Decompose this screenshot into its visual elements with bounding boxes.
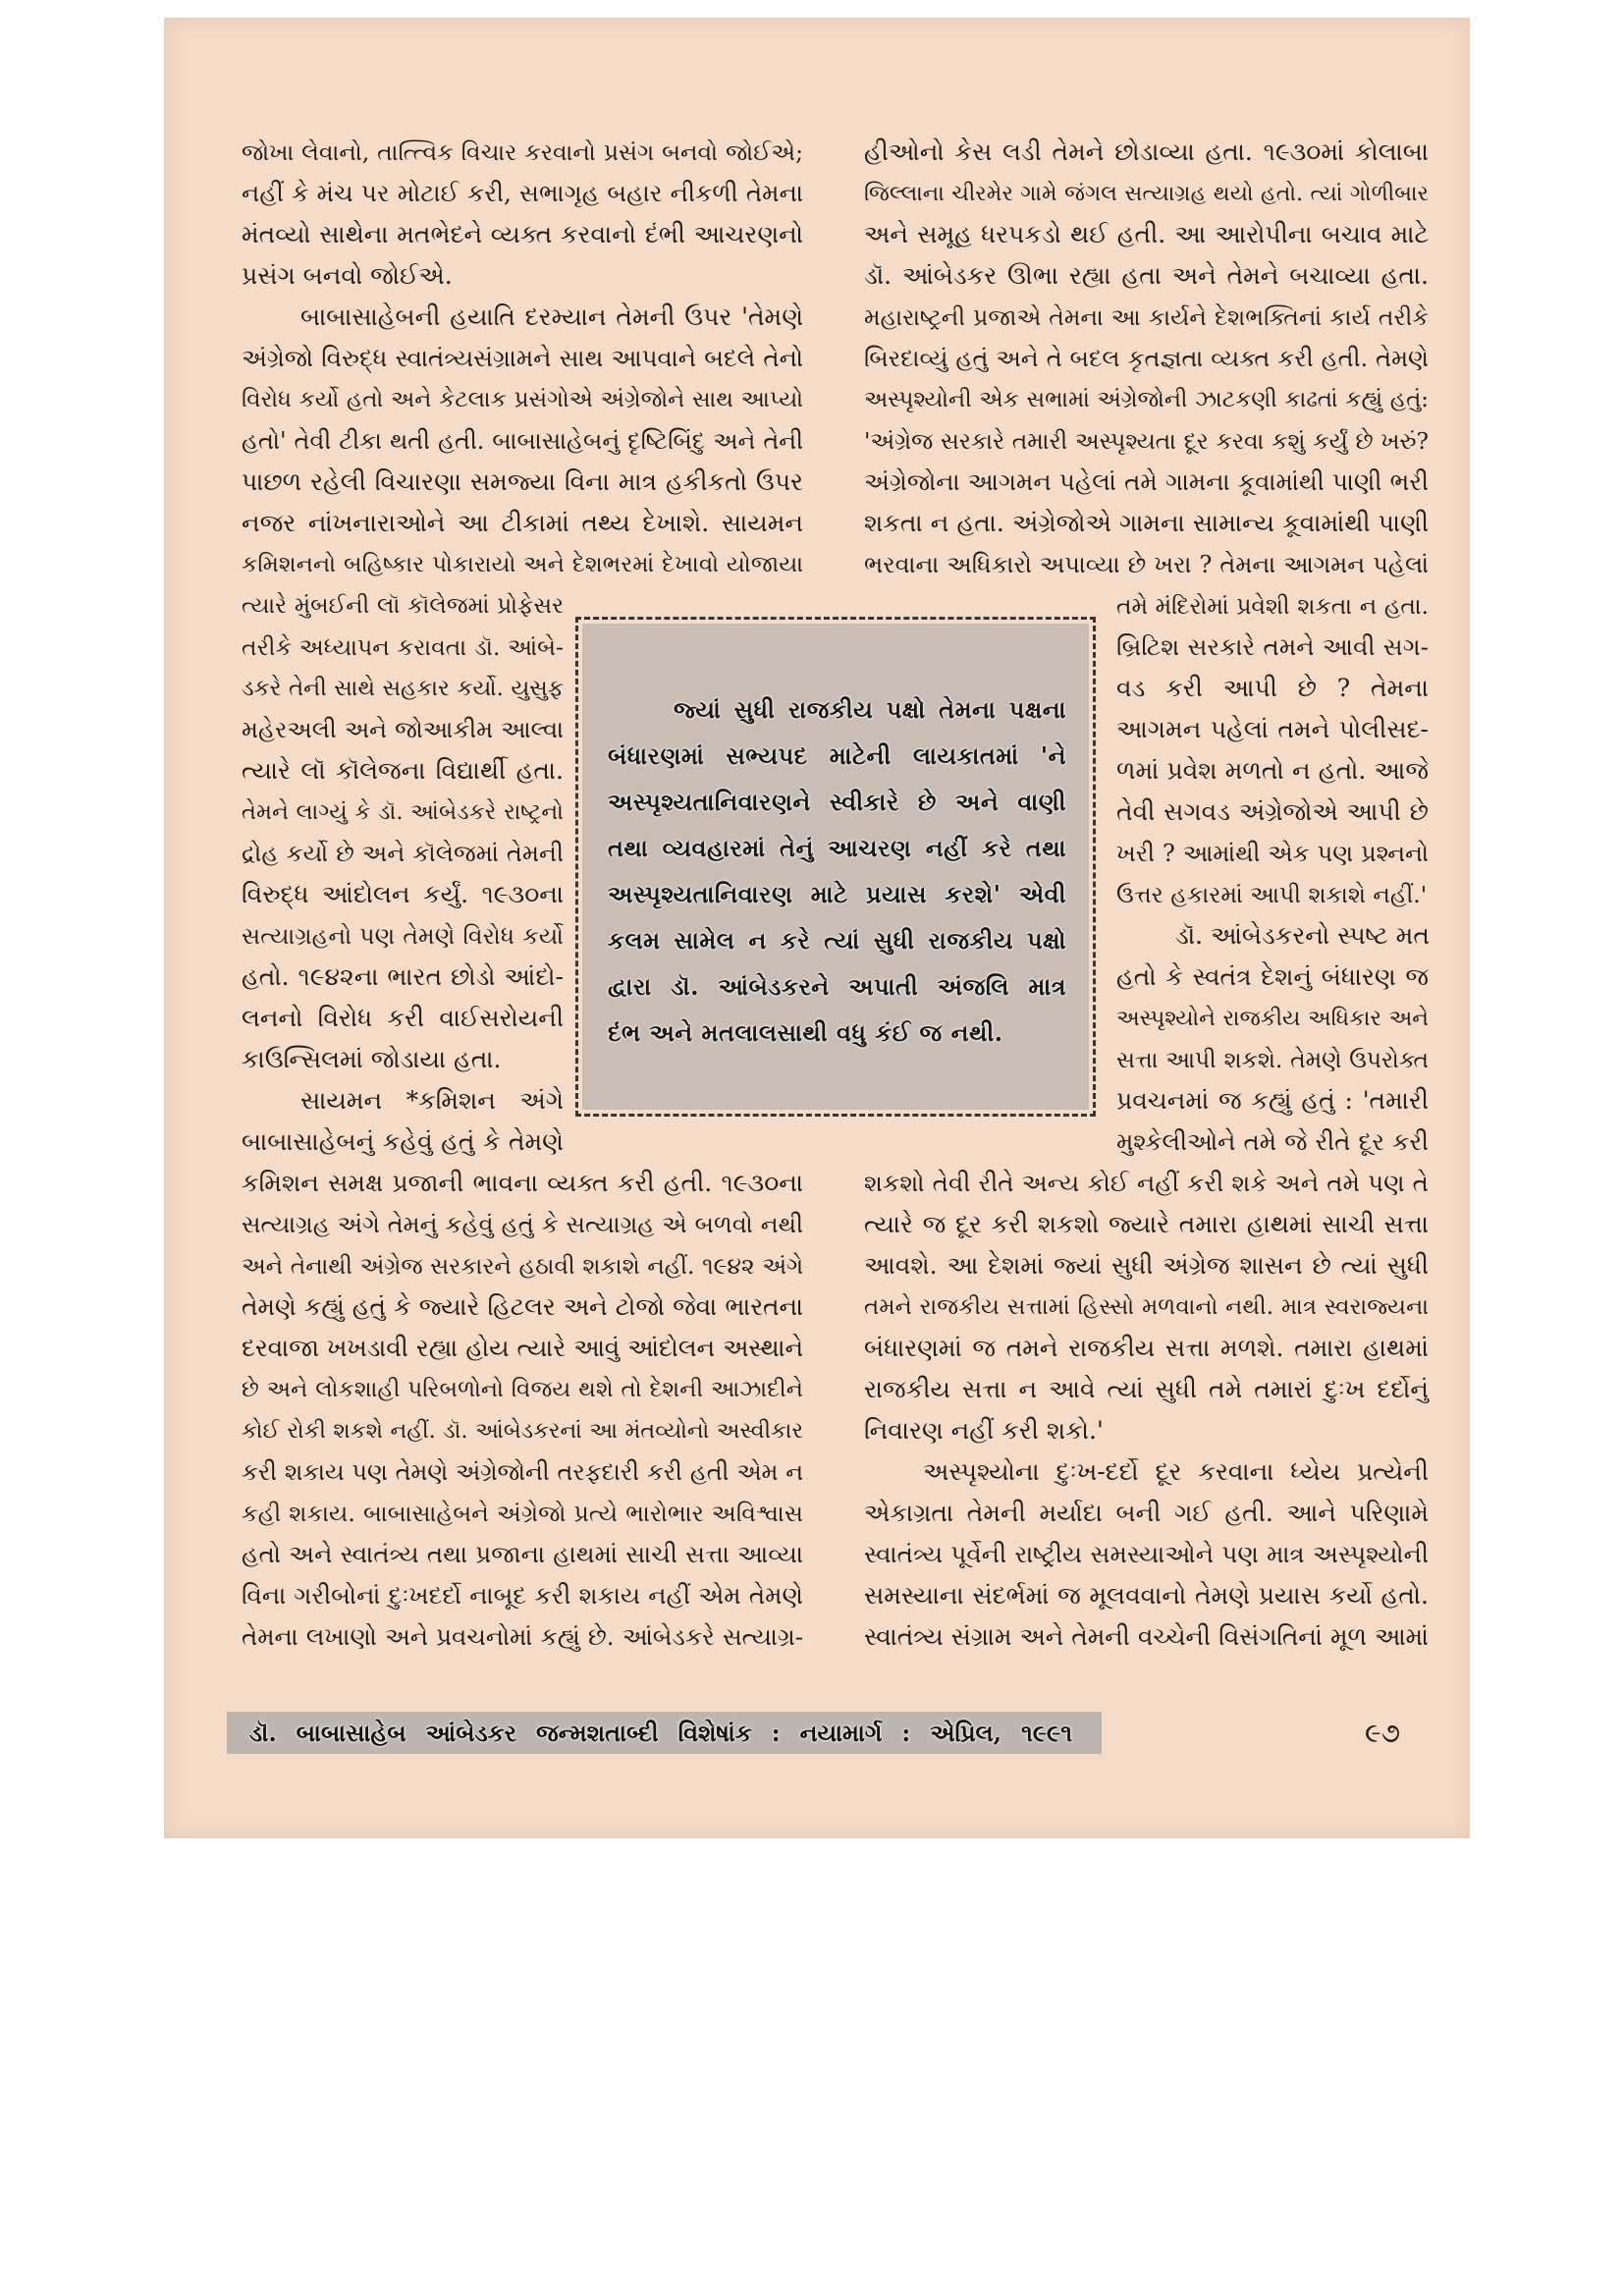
text-line: ળમાં પ્રવેશ મળતો ન હતો. આજે <box>1116 756 1429 785</box>
pull-quote-line: જ્યાં સુધી રાજકીય પક્ષો તેમના પક્ષના <box>674 695 1066 724</box>
text-line: હતો અને સ્વાતંત્ર્ય તથા પ્રજાના હાથમાં સાચી સત્તા આવ્યા <box>242 1540 803 1568</box>
pull-quote-text <box>608 686 1066 1056</box>
text-line: નિવારણ નહીં કરી શકો.' <box>864 1416 1104 1445</box>
text-line: હીઓનો કેસ લડી તેમને છોડાવ્યા હતા. ૧૯૩૦માં કોલાબા <box>864 137 1429 166</box>
text-line: બાબાસાહેબનું કહેવું હતું કે તેમણે <box>242 1127 564 1156</box>
text-line: પ્રસંગ બનવો જોઈએ. <box>242 261 453 290</box>
text-line: ડૉ. આંબેડકર ઊભા રહ્યા હતા અને તેમને બચાવ્યા હતા. <box>864 261 1429 290</box>
text-line: ડૉ. આંબેડકરનો સ્પષ્ટ મત <box>1175 921 1430 950</box>
text-line: ખરી ? આમાંથી એક પણ પ્રશ્નનો <box>1116 840 1429 867</box>
text-line: કોઈ રોકી શકશે નહીં. ડૉ. આંબેડકરનાં આ મંતવ્યોનો અસ્વીકાર <box>242 1418 803 1444</box>
text-line: નજર નાંખનારાઓને આ ટીકામાં તથ્ય દેખાશે. સાયમન <box>242 509 803 537</box>
pull-quote-line: દંભ અને મતલાલસાથી વધુ કંઈ જ નથી. <box>608 1018 1003 1047</box>
pull-quote-line: કલમ સામેલ ન કરે ત્યાં સુધી રાજકીય પક્ષો <box>608 926 1066 955</box>
text-line: મુશ્કેલીઓને તમે જે રીતે દૂર કરી <box>1116 1127 1429 1156</box>
text-line: ત્યારે જ દૂર કરી શકશો જ્યારે તમારા હાથમાં સાચી સત્તા <box>864 1210 1429 1238</box>
text-line: બંધારણમાં જ તમને રાજકીય સત્તા મળશે. તમારા હાથમાં <box>864 1334 1429 1362</box>
text-line: પ્રવચનમાં જ કહ્યું હતું : 'તમારી <box>1116 1086 1429 1115</box>
text-line: અસ્પૃશ્યોની એક સભામાં અંગ્રેજોની ઝાટકણી કાઢતાં કહ્યું હતું: <box>864 387 1429 412</box>
text-line: અસ્પૃશ્યોના દુઃખ-દર્દો દૂર કરવાના ધ્યેય પ્રત્યેની <box>923 1457 1429 1486</box>
text-line: છે અને લોકશાહી પરિબળોનો વિજય થશે તો દેશની આઝાદીને <box>242 1376 803 1402</box>
text-line: અંગ્રેજો વિરુદ્ધ સ્વાતંત્ર્યસંગ્રામને સાથ આપવાને બદલે તેનો <box>242 344 803 372</box>
text-line: વિરોધ કર્યો હતો અને કેટલાક પ્રસંગોએ અંગ્રેજોને સાથ આપ્યો <box>242 387 803 412</box>
text-line: તમને રાજકીય સત્તામાં હિસ્સો મળવાનો નથી. માત્ર સ્વરાજ્યના <box>864 1294 1429 1320</box>
pull-quote-line: અસ્પૃશ્યતાનિવારણ માટે પ્રયાસ કરશે' એવી <box>608 880 1066 908</box>
text-line: જોખા લેવાનો, તાત્ત્વિક વિચાર કરવાનો પ્રસંગ બનવો જોઈએ; <box>242 138 803 166</box>
footer-issue-line: ડૉ. બાબાસાહેબ આંબેડકર જન્મશતાબ્દી વિશેષાંક : નયામાર્ગ : એપ્રિલ, ૧૯૯૧ <box>249 1719 1072 1747</box>
text-line: તેવી સગવડ અંગ્રેજોએ આપી છે <box>1116 797 1429 826</box>
text-line: હતો. ૧૯૪૨ના ભારત છોડો આંદો- <box>242 962 564 991</box>
pull-quote-line: તથા વ્યવહારમાં તેનું આચરણ નહીં કરે તથા <box>608 834 1066 862</box>
text-line: વિરુદ્ધ આંદોલન કર્યું. ૧૯૩૦ના <box>242 880 564 908</box>
text-line: અને સમૂહ ધરપકડો થઈ હતી. આ આરોપીના બચાવ માટે <box>864 220 1429 248</box>
text-line: કાઉન્સિલમાં જોડાયા હતા. <box>242 1045 502 1073</box>
text-line: તમે મંદિરોમાં પ્રવેશી શકતા ન હતા. <box>1116 592 1429 620</box>
text-line: વડ કરી આપી છે ? તેમના <box>1116 674 1429 702</box>
text-line: દરવાજા ખખડાવી રહ્યા હોય ત્યારે આવું આંદોલન અસ્થાને <box>242 1334 803 1362</box>
text-line: હતો' તેવી ટીકા થતી હતી. બાબાસાહેબનું દૃષ્ટિબિંદુ અને તેની <box>242 427 803 455</box>
text-line: લનનો વિરોધ કરી વાઈસરોયની <box>242 1004 564 1032</box>
text-line: તેમના લખાણો અને પ્રવચનોમાં કહ્યું છે. આંબેડકરે સત્યાગ્ર- <box>242 1622 803 1651</box>
pull-quote-line: અસ્પૃશ્યતાનિવારણને સ્વીકારે છે અને વાણી <box>608 788 1066 816</box>
text-line: મહેરઅલી અને જોઆકીમ આલ્વા <box>242 716 564 743</box>
page-number: ૯૭ <box>1365 1717 1401 1749</box>
text-line: બાબાસાહેબની હયાતિ દરમ્યાન તેમની ઉપર 'તેમણે <box>300 302 803 331</box>
text-line: કમિશનનો બહિષ્કાર પોકારાયો અને દેશભરમાં દેખાવો યોજાયા <box>242 551 803 577</box>
text-line: વિના ગરીબોનાં દુઃખદર્દો નાબૂદ કરી શકાય નહીં એમ તેમણે <box>242 1581 803 1610</box>
paragraph <box>242 132 803 297</box>
paragraph <box>864 1451 1429 1658</box>
text-line: ભરવાના અધિકારો અપાવ્યા છે ખરા ? તેમના આગમન પહેલાં <box>864 551 1429 578</box>
text-line: 'અંગ્રેજ સરકારે તમારી અસ્પૃશ્યતા દૂર કરવા કશું કર્યું છે ખરું? <box>864 427 1429 455</box>
text-line: સમસ્યાના સંદર્ભમાં જ મૂલવવાનો તેમણે પ્રયાસ કર્યો હતો. <box>864 1581 1429 1610</box>
text-line: ડકરે તેની સાથે સહકાર કર્યો. યુસુફ <box>242 676 564 701</box>
text-line: શકશો તેવી રીતે અન્ય કોઈ નહીં કરી શકે અને તમે પણ તે <box>864 1169 1429 1197</box>
text-line: જિલ્લાના ચીરમેર ગામે જંગલ સત્યાગ્રહ થયો હતો. ત્યાં ગોળીબાર <box>864 181 1429 206</box>
text-line: સાયમન *કમિશન અંગે <box>300 1086 564 1115</box>
text-line: હતો કે સ્વતંત્ર દેશનું બંધારણ જ <box>1116 962 1429 991</box>
text-line: સ્વાતંત્ર્ય પૂર્વેની રાષ્ટ્રીય સમસ્યાઓને પણ માત્ર અસ્પૃશ્યોની <box>864 1540 1429 1568</box>
pull-quote-line: બંધારણમાં સભ્યપદ માટેની લાયકાતમાં 'ને <box>608 741 1066 770</box>
text-line: અસ્પૃશ્યોને રાજકીય અધિકાર અને <box>1116 1006 1429 1031</box>
text-line: અંગ્રેજોના આગમન પહેલાં તમે ગામના કૂવામાંથી પાણી ભરી <box>864 467 1429 496</box>
text-line: રાજકીય સત્તા ન આવે ત્યાં સુધી તમે તમારાં દુઃખ દર્દોનું <box>864 1375 1429 1403</box>
text-line: મંતવ્યો સાથેના મતભેદને વ્યક્ત કરવાનો દંભી આચરણનો <box>242 220 803 248</box>
text-line: સત્યાગ્રહ અંગે તેમનું કહેવું હતું કે સત્યાગ્રહ એ બળવો નથી <box>242 1211 803 1238</box>
text-line: કમિશન સમક્ષ પ્રજાની ભાવના વ્યક્ત કરી હતી. ૧૯૩૦ના <box>242 1169 803 1197</box>
text-line: પાછળ રહેલી વિચારણા સમજ્યા વિના માત્ર હકીકતો ઉપર <box>242 467 803 496</box>
text-line: ત્યારે લૉ કૉલેજના વિદ્યાર્થી હતા. <box>242 756 564 785</box>
text-line: બ્રિટિશ સરકારે તમને આવી સગ- <box>1116 632 1429 661</box>
text-line: સ્વાતંત્ર્ય સંગ્રામ અને તેમની વચ્ચેની વિસંગતિનાં મૂળ આમાં <box>864 1622 1429 1651</box>
text-line: એકાગ્રતા તેમની મર્યાદા બની ગઈ હતી. આને પરિણામે <box>864 1499 1429 1527</box>
text-line: બિરદાવ્યું હતું અને તે બદલ કૃતજ્ઞતા વ્યક્ત કરી હતી. તેમણે <box>864 345 1429 372</box>
text-line: આગમન પહેલાં તમને પોલીસદ- <box>1116 715 1429 743</box>
text-line: સત્તા આપી શકશે. તેમણે ઉપરોક્ત <box>1116 1046 1429 1073</box>
text-line: આવશે. આ દેશમાં જ્યાં સુધી અંગ્રેજ શાસન છે ત્યાં સુધી <box>864 1251 1429 1280</box>
text-line: ત્યારે મુંબઈની લૉ કૉલેજમાં પ્રોફેસર <box>242 593 564 619</box>
text-line: શકતા ન હતા. અંગ્રેજોએ ગામના સામાન્ય કૂવામાંથી પાણી <box>864 509 1429 537</box>
text-line: સત્યાગ્રહનો પણ તેમણે વિરોધ કર્યો <box>242 922 564 950</box>
text-line: મહારાષ્ટ્રની પ્રજાએ તેમના આ કાર્યને દેશભક્તિનાં કાર્ય તરીકે <box>864 303 1429 331</box>
text-line: તરીકે અધ્યાપન કરાવતા ડૉ. આંબે- <box>242 633 564 661</box>
text-line: અને તેનાથી અંગ્રેજ સરકારને હઠાવી શકાશે નહીં. ૧૯૪૨ અંગે <box>242 1252 803 1280</box>
text-line: કરી શકાય પણ તેમણે અંગ્રેજોની તરફદારી કરી હતી એમ ન <box>242 1458 803 1486</box>
text-line: તેમણે કહ્યું હતું કે જ્યારે હિટલર અને ટોજો જેવા ભારતના <box>242 1292 803 1321</box>
text-line: નહીં કે મંચ પર મોટાઈ કરી, સભાગૃહ બહાર નીકળી તેમના <box>242 179 803 207</box>
paragraph <box>242 1080 803 1658</box>
text-line: તેમને લાગ્યું કે ડૉ. આંબેડકરે રાષ્ટ્રનો <box>242 799 564 825</box>
text-line: દ્રોહ કર્યો છે અને કૉલેજમાં તેમની <box>242 840 564 867</box>
text-line: કહી શકાય. બાબાસાહેબને અંગ્રેજો પ્રત્યે ભારોભાર અવિશ્વાસ <box>242 1500 803 1527</box>
text-line: ઉત્તર હકારમાં આપી શકાશે નહીં.' <box>1116 881 1428 908</box>
pull-quote-line: દ્વારા ડૉ. આંબેડકરને અપાતી અંજલિ માત્ર <box>608 972 1066 1001</box>
